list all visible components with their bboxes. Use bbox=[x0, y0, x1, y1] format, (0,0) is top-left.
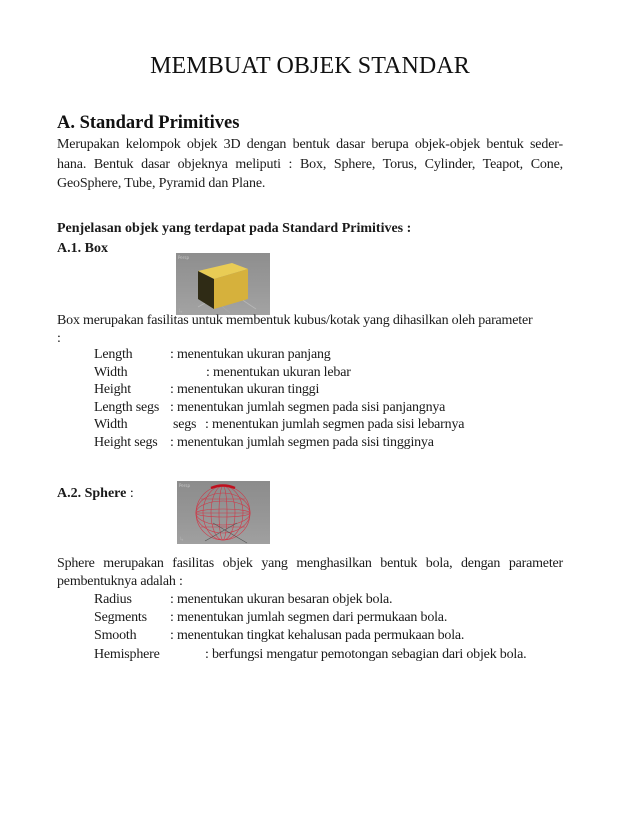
param-label-suffix: segs bbox=[173, 417, 197, 432]
box-3d-icon bbox=[176, 253, 270, 315]
intro-paragraph bbox=[57, 135, 563, 194]
box-description-colon: : bbox=[57, 331, 61, 346]
param-desc: : menentukan jumlah segmen dari permukaan bola. bbox=[170, 610, 448, 625]
param-label: Height bbox=[94, 382, 131, 397]
param-desc: : menentukan ukuran tinggi bbox=[170, 382, 320, 397]
param-desc: : menentukan ukuran besaran objek bola. bbox=[170, 592, 393, 607]
sphere-description: Sphere merupakan fasilitas objek yang menghasilkan bentuk bola, dengan parameter bbox=[57, 556, 563, 571]
explanation-heading: Penjelasan objek yang terdapat pada Standard Primitives : bbox=[57, 221, 412, 236]
param-label: Width bbox=[94, 417, 128, 432]
sphere-description-line2: pembentuknya adalah : bbox=[57, 574, 183, 589]
sphere-heading-colon: : bbox=[126, 486, 134, 501]
section-heading-standard-primitives: A. Standard Primitives bbox=[57, 113, 240, 133]
param-desc: : menentukan ukuran lebar bbox=[206, 365, 351, 380]
svg-text:↳: ↳ bbox=[178, 308, 184, 315]
param-desc: : menentukan jumlah segmen pada sisi tingginya bbox=[170, 435, 434, 450]
box-image bbox=[176, 253, 270, 315]
sphere-image bbox=[177, 481, 270, 544]
intro-line-3: GeoSphere, Tube, Pyramid dan Plane. bbox=[57, 176, 266, 191]
param-desc: : menentukan ukuran panjang bbox=[170, 347, 331, 362]
param-label: Segments bbox=[94, 610, 147, 625]
param-desc: : menentukan tingkat kehalusan pada permukaan bola. bbox=[170, 628, 465, 643]
param-label: Length bbox=[94, 347, 133, 362]
param-desc: : berfungsi mengatur pemotongan sebagian dari objek bola. bbox=[205, 647, 527, 662]
sphere-heading-text: A.2. Sphere bbox=[57, 486, 127, 501]
param-desc: : menentukan jumlah segmen pada sisi lebarnya bbox=[205, 417, 465, 432]
sphere-heading bbox=[57, 486, 134, 502]
svg-text:Persp: Persp bbox=[179, 483, 190, 488]
param-label: Width bbox=[94, 365, 128, 380]
intro-line-2: hana. Bentuk dasar objeknya meliputi : Box, Sphere, Torus, Cylinder, Teapot, Cone, bbox=[57, 156, 563, 172]
sphere-wireframe-icon bbox=[177, 481, 270, 544]
box-heading: A.1. Box bbox=[57, 241, 108, 256]
page-title: MEMBUAT OBJEK STANDAR bbox=[150, 53, 470, 79]
param-label: Height segs bbox=[94, 435, 158, 450]
param-label: Hemisphere bbox=[94, 647, 160, 662]
param-desc: : menentukan jumlah segmen pada sisi panjangnya bbox=[170, 400, 446, 415]
param-label: Length segs bbox=[94, 400, 160, 415]
intro-line-1: Merupakan kelompok objek 3D dengan bentuk dasar berupa objek-objek bentuk seder- bbox=[57, 137, 563, 152]
svg-text:↳: ↳ bbox=[179, 536, 185, 543]
param-label: Radius bbox=[94, 592, 132, 607]
param-label: Smooth bbox=[94, 628, 137, 643]
box-description: Box merupakan fasilitas untuk membentuk kubus/kotak yang dihasilkan oleh parameter bbox=[57, 313, 533, 328]
svg-text:Persp: Persp bbox=[178, 255, 189, 260]
